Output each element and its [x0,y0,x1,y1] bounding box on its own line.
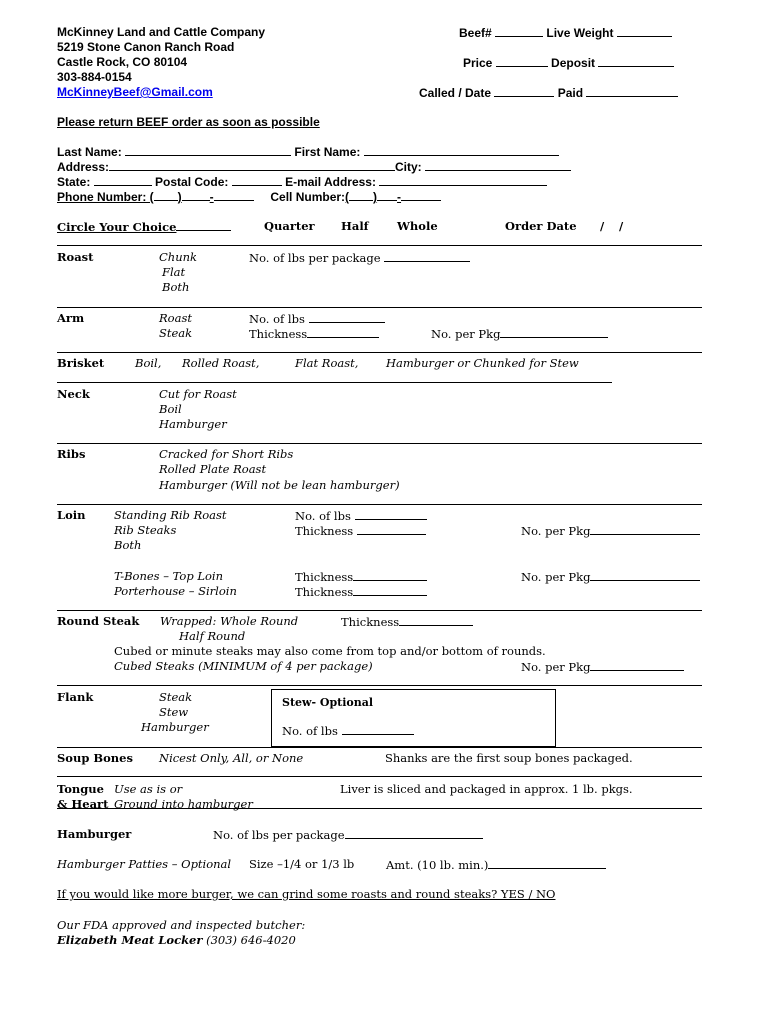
cell-number-blank[interactable] [401,189,441,201]
round-per-pkg-field [521,659,684,674]
order-date-slash-1: / [600,219,605,233]
ribs-label: Ribs [57,447,86,461]
ribs-option-hamburger[interactable]: Hamburger (Will not be lean hamburger) [159,478,400,492]
roast-option-chunk[interactable]: Chunk [159,250,197,264]
divider [57,245,702,246]
hamburger-label: Hamburger [57,827,132,841]
loin-option-rib-steaks[interactable]: Rib Steaks [114,523,177,537]
roast-label: Roast [57,250,94,264]
paid-blank[interactable] [586,85,678,97]
tongue-option-ground[interactable]: Ground into hamburger [114,797,253,811]
loin-thickness-2-blank[interactable] [353,569,427,581]
city-blank[interactable] [425,159,571,171]
company-email-link[interactable]: McKinneyBeef@Gmail.com [57,85,213,99]
last-name-label: Last Name: [57,145,122,159]
cell-prefix-blank[interactable] [377,189,397,201]
round-steak-label: Round Steak [57,614,140,628]
arm-per-pkg-field [431,326,608,341]
arm-option-roast[interactable]: Roast [159,311,192,325]
brisket-label: Brisket [57,356,105,370]
loin-lbs-blank[interactable] [355,508,427,520]
roast-lbs-blank[interactable] [384,250,470,262]
called-date-label: Called / Date [419,86,492,100]
brisket-option-flat-roast[interactable]: Flat Roast, [295,356,359,370]
phone-dash: - [209,190,214,204]
loin-option-porterhouse[interactable]: Porterhouse – Sirloin [114,584,237,598]
email-blank[interactable] [379,174,547,186]
divider [57,443,702,444]
arm-per-pkg-blank[interactable] [500,326,608,338]
loin-label: Loin [57,508,86,522]
tongue-option-use-as-is[interactable]: Use as is or [114,782,183,796]
first-name-blank[interactable] [364,144,559,156]
loin-thickness-blank[interactable] [357,523,426,535]
deposit-blank[interactable] [598,55,674,67]
hamburger-lbs-field [213,827,483,842]
loin-thickness-2-label: Thickness [295,570,354,584]
stew-lbs-field [282,723,414,738]
neck-option-cut-for-roast[interactable]: Cut for Roast [159,387,237,401]
address-blank[interactable] [109,159,395,171]
company-phone: 303-884-0154 [57,70,132,84]
loin-per-pkg-2-blank[interactable] [590,569,700,581]
neck-option-hamburger[interactable]: Hamburger [159,417,227,431]
deposit-label: Deposit [551,56,596,70]
ribs-option-rolled-plate[interactable]: Rolled Plate Roast [159,462,267,476]
divider [57,610,702,611]
loin-option-t-bones[interactable]: T-Bones – Top Loin [114,569,223,583]
loin-thickness-3-label: Thickness [295,585,354,599]
patties-label: Hamburger Patties – Optional [57,857,232,871]
flank-label: Flank [57,690,94,704]
loin-thickness-3-blank[interactable] [353,584,427,596]
beef-label: Beef# [459,26,492,40]
choice-half[interactable]: Half [341,219,369,233]
phone-close: ) [177,190,182,204]
state-label: State: [57,175,91,189]
paid-label: Paid [557,86,584,100]
arm-option-steak[interactable]: Steak [159,326,193,340]
loin-per-pkg-field [521,523,700,538]
liver-note: Liver is sliced and packaged in approx. 1 lb. pkgs. [340,782,633,796]
beef-blank[interactable] [495,25,543,37]
flank-option-steak[interactable]: Steak [159,690,193,704]
soup-bones-label: Soup Bones [57,751,133,765]
office-price-field [463,55,674,70]
postal-code-blank[interactable] [232,174,282,186]
roast-lbs-field [249,250,470,265]
arm-lbs-blank[interactable] [309,311,385,323]
grind-note: If you would like more burger, we can grind some roasts and round steaks? YES / NO [57,887,556,901]
phone-prefix-blank[interactable] [182,189,210,201]
choice-whole[interactable]: Whole [397,219,438,233]
soup-bones-note: Shanks are the first soup bones packaged. [385,751,633,765]
divider [57,776,702,777]
arm-per-pkg-label: No. per Pkg [431,327,501,341]
roast-option-both[interactable]: Both [162,280,190,294]
hamburger-lbs-blank[interactable] [345,827,483,839]
order-date-label: Order Date [505,219,577,233]
loin-lbs-label: No. of lbs [295,509,351,523]
loin-per-pkg-label: No. per Pkg [521,524,591,538]
brisket-underline [57,382,612,383]
price-label: Price [463,56,493,70]
email-label: E-mail Address: [285,175,376,189]
neck-option-boil[interactable]: Boil [159,402,182,416]
round-cubed-steaks[interactable]: Cubed Steaks (MINIMUM of 4 per package) [114,659,373,673]
loin-per-pkg-2-label: No. per Pkg [521,570,591,584]
first-name-label: First Name: [294,145,361,159]
city-label: City: [395,160,422,174]
name-row [57,144,559,159]
arm-thickness-label: Thickness [249,327,308,341]
round-option-half[interactable]: Half Round [179,629,246,643]
choice-quarter[interactable]: Quarter [264,219,315,233]
divider [57,747,702,748]
cell-label: Cell Number: [270,190,346,204]
round-thickness-blank[interactable] [399,614,473,626]
divider [57,808,702,809]
round-thickness-label: Thickness [341,615,400,629]
office-called-field [419,85,678,100]
heart-label: & Heart [57,797,109,811]
cell-open: ( [345,190,350,204]
butcher-phone: (303) 646-4020 [206,933,296,947]
divider [57,352,702,353]
arm-label: Arm [57,311,85,325]
divider [57,685,702,686]
round-per-pkg-blank[interactable] [590,659,684,671]
roast-lbs-label: No. of lbs per package [249,251,381,265]
choice-label-row [57,219,231,234]
phone-area-blank[interactable] [154,189,178,201]
hamburger-lbs-label: No. of lbs per package [213,828,345,842]
loin-lbs-field [295,508,427,523]
postal-code-label: Postal Code: [155,175,229,189]
choice-underline [176,219,231,231]
round-option-whole[interactable]: Wrapped: Whole Round [160,614,299,628]
company-street: 5219 Stone Canon Ranch Road [57,40,235,54]
round-note: Cubed or minute steaks may also come from top and/or bottom of rounds. [114,644,546,658]
divider [57,504,702,505]
patties-amount-field [386,857,606,872]
address-label: Address: [57,160,110,174]
phone-label: Phone Number: ( [57,190,154,204]
cell-dash: - [397,190,402,204]
roast-option-flat[interactable]: Flat [162,265,186,279]
butcher-intro: Our FDA approved and inspected butcher: [57,918,306,932]
cell-area-blank[interactable] [349,189,373,201]
choice-label: Circle Your Choice [57,220,177,234]
divider [57,307,702,308]
ribs-option-short-ribs[interactable]: Cracked for Short Ribs [159,447,294,461]
live-weight-blank[interactable] [617,25,672,37]
butcher-info [57,933,296,947]
butcher-name: Elizabeth Meat Locker [57,933,203,947]
patties-amount-label: Amt. (10 lb. min.) [386,858,489,872]
stew-optional-box [271,689,556,747]
company-city: Castle Rock, CO 80104 [57,55,188,69]
stew-lbs-label: No. of lbs [282,724,338,738]
flank-option-stew[interactable]: Stew [159,705,189,719]
loin-option-both[interactable]: Both [114,538,142,552]
arm-lbs-label: No. of lbs [249,312,305,326]
stew-lbs-blank[interactable] [342,723,414,735]
office-beef-field [459,25,672,40]
neck-label: Neck [57,387,90,401]
phone-number-blank[interactable] [214,189,254,201]
state-blank[interactable] [94,174,152,186]
cell-close: ) [373,190,378,204]
loin-thickness-3-field [295,584,427,599]
soup-bones-options[interactable]: Nicest Only, All, or None [159,751,304,765]
return-note: Please return BEEF order as soon as possible [57,115,320,129]
live-weight-label: Live Weight [546,26,614,40]
phone-row [57,189,441,204]
patties-size[interactable]: Size –1/4 or 1/3 lb [249,857,355,871]
loin-thickness-field [295,523,426,538]
patties-amount-blank[interactable] [488,857,606,869]
round-thickness-field [341,614,473,629]
loin-option-standing-rib[interactable]: Standing Rib Roast [114,508,227,522]
tongue-label: Tongue [57,782,104,796]
called-date-blank[interactable] [494,85,554,97]
brisket-option-boil[interactable]: Boil, [135,356,162,370]
order-date-slash-2: / [619,219,624,233]
brisket-option-hamburger-stew[interactable]: Hamburger or Chunked for Stew [386,356,579,370]
loin-per-pkg-2-field [521,569,700,584]
brisket-option-rolled-roast[interactable]: Rolled Roast, [182,356,260,370]
flank-option-hamburger[interactable]: Hamburger [141,720,209,734]
loin-per-pkg-blank[interactable] [590,523,700,535]
address-row [57,159,571,174]
last-name-blank[interactable] [125,144,291,156]
loin-thickness-2-field [295,569,427,584]
round-per-pkg-label: No. per Pkg [521,660,591,674]
state-row [57,174,547,189]
company-name: McKinney Land and Cattle Company [57,25,266,39]
price-blank[interactable] [496,55,548,67]
loin-thickness-label: Thickness [295,524,354,538]
arm-thickness-blank[interactable] [307,326,379,338]
arm-thickness-field [249,326,379,341]
stew-optional-title: Stew- Optional [282,696,374,709]
arm-lbs-field [249,311,385,326]
